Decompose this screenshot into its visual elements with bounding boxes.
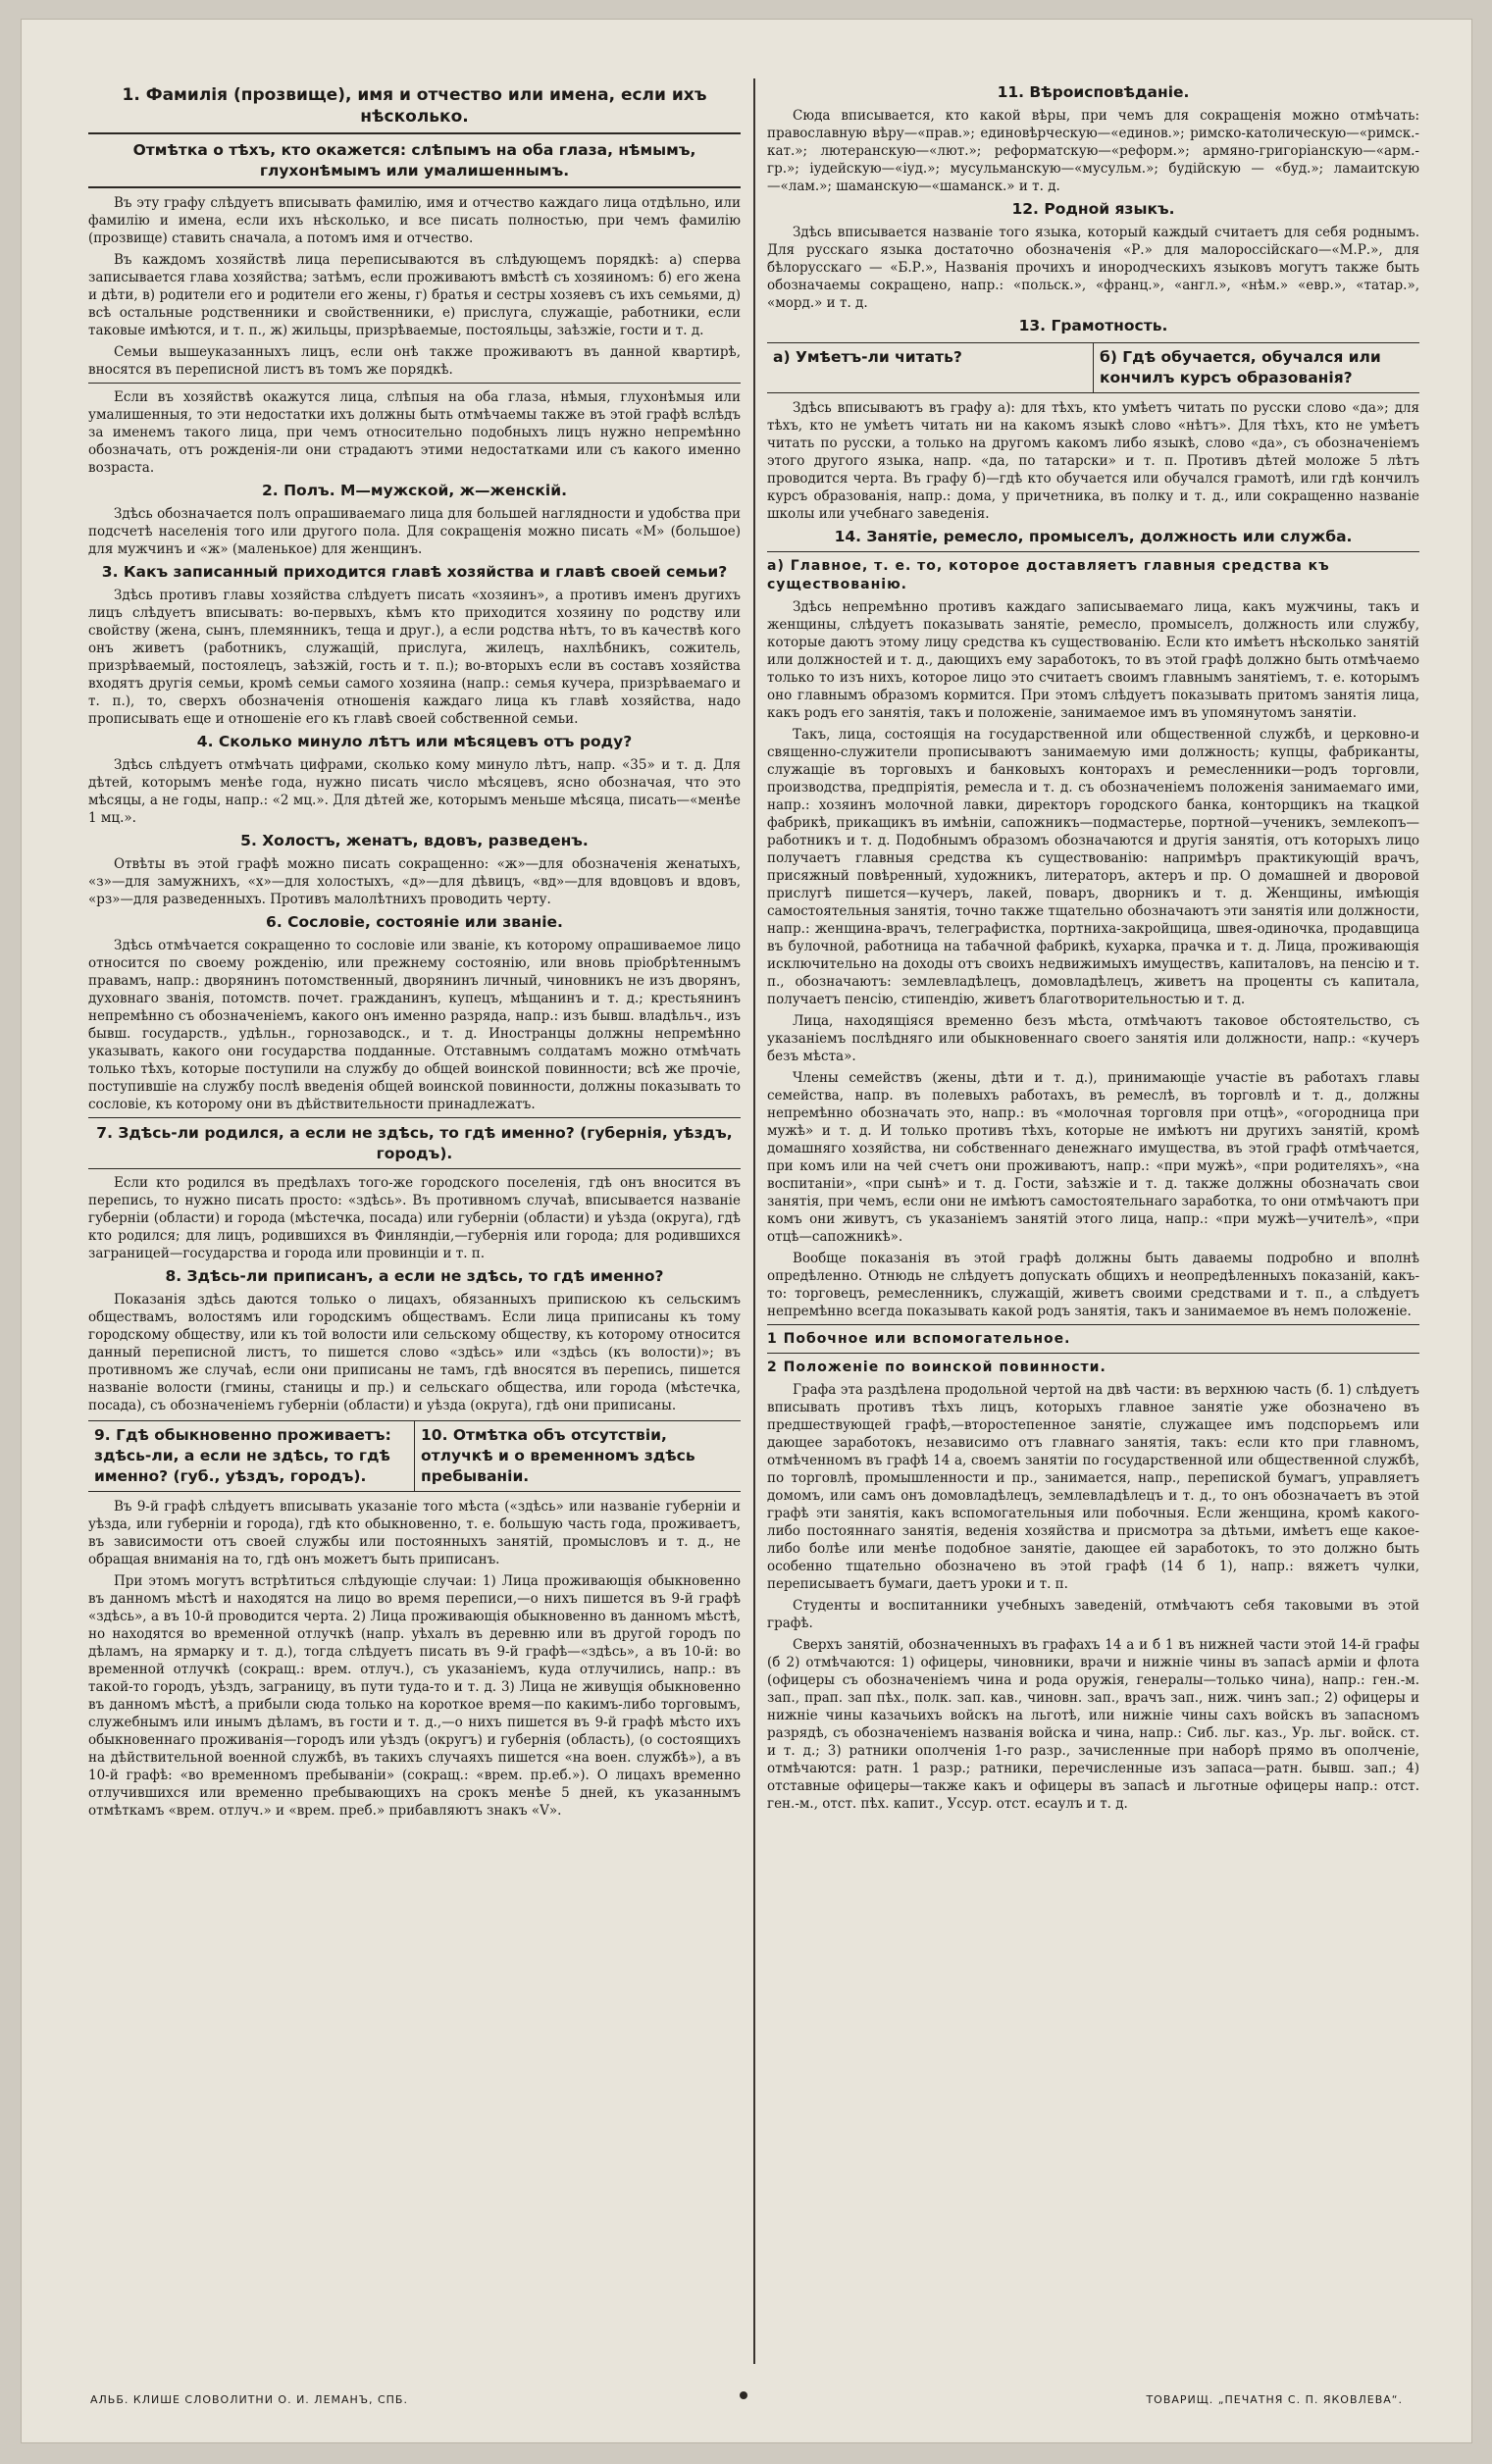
divider bbox=[88, 1117, 741, 1118]
divider bbox=[767, 1353, 1419, 1354]
section-1-title: 1. Фамилія (прозвище), имя и отчество или имена, если ихъ нѣсколько. bbox=[122, 85, 707, 127]
section-7-paragraph: Если кто родился въ предѣлахъ того-же городского поселенія, гдѣ онъ вносится въ перепись, то нужно писать просто: «здѣсь». Въ противномъ случаѣ, вписывается названіе губерніи (области) и города (мѣстечка, посада) или губерніи (области) и уѣзда (округа), гдѣ кто родился; для лицъ, родившихся въ Финляндіи,—губернія или города; для родившихся заграницей—государства и города или провинціи и т. п. bbox=[88, 1175, 741, 1261]
left-column bbox=[88, 78, 741, 2374]
section-6-paragraph: Здѣсь отмѣчается сокращенно то сословіе или званіе, къ которому опрашиваемое лицо относится по своему рожденію, или прежнему состоянію, или вновь пріобрѣтеннымъ правамъ, напр.: дворянинъ потомственный, дворянинъ личный, чиновникъ не изъ дворянъ, духовнаго званія, потомств. почет. гражданинъ, купецъ, мѣщанинъ и т. д.; крестьянинъ непремѣнно съ обозначеніемъ, какого онъ именно разряда, напр.: изъ бывш. владѣльч., изъ бывш. государств., удѣльн., горнозаводск., и т. д. Иностранцы должны непремѣнно указывать, какого они государства подданные. Отставнымъ солдатамъ можно отмѣчать только тѣхъ, которые поступили на службу до общей воинской повинности; всѣ же прочіе, поступившіе на службу послѣ введенія общей воинской повинности, должны показывать то сословіе, къ которому они въ дѣйствительности принадлежатъ. bbox=[88, 938, 741, 1112]
section-14a-subtitle: а) Главное, т. е. то, которое доставляетъ главныя средства къ существованію. bbox=[767, 558, 1330, 592]
census-instruction-sheet bbox=[22, 20, 1471, 2442]
divider bbox=[88, 1168, 741, 1169]
section-14b1-subtitle: 1 Побочное или вспомогательное. bbox=[767, 1331, 1071, 1347]
section-14-title: 14. Занятіе, ремесло, промыселъ, должность или служба. bbox=[834, 528, 1353, 545]
section-11-title: 11. Вѣроисповѣданіе. bbox=[997, 83, 1190, 101]
section-13-title: 13. Грамотность. bbox=[1018, 317, 1168, 334]
section-12-paragraph: Здѣсь вписывается названіе того языка, который каждый считаетъ для себя роднымъ. Для русскаго языка достаточно обозначенія «Р.» для малороссійскаго—«М.Р.», для бѣлорусскаго — «Б.Р.», Названія прочихъ и инородческихъ языковъ могутъ также быть обозначаемы сокращено, напр.: «польск.», «франц.», «англ.», «нѣм.» «евр.», «татар.», «морд.» и т. д. bbox=[767, 225, 1419, 311]
section-7-title: 7. Здѣсь-ли родился, а если не здѣсь, то гдѣ именно? (губернія, уѣздъ, городъ). bbox=[96, 1124, 733, 1162]
section-1-paragraph: Въ каждомъ хозяйствѣ лица переписываются въ слѣдующемъ порядкѣ: а) сперва записывается глава хозяйства; затѣмъ, если проживаютъ вмѣстѣ съ хозяиномъ: б) его жена и дѣти, в) родители его и родители его жены, г) братья и сестры хозяевъ съ ихъ семьями, д) всѣ остальные родственники и свойственники, е) прислуга, служащіе, работники, если таковые имѣются, и т. п., ж) жильцы, призрѣваемые, постояльцы, заѣзжіе, гости и т. д. bbox=[88, 252, 741, 338]
section-13-paragraph: Здѣсь вписываютъ въ графу а): для тѣхъ, кто умѣетъ читать по русски слово «да»; для тѣхъ, кто не умѣетъ читать ни на какомъ языкѣ слово «нѣтъ». Для тѣхъ, кто не умѣетъ читать по русски, а только на другомъ какомъ либо языкѣ, слово «да», съ обозначеніемъ этого другого языка, напр. «да, по татарски» и т. п. Противъ дѣтей моложе 5 лѣтъ проводится черта. Въ графу б)—гдѣ кто обучается или обучался грамотѣ, или гдѣ кончилъ курсъ образованія, напр.: дома, у причетника, въ полку и т. д., или сокращенно названіе школы или учебнаго заведенія. bbox=[767, 400, 1419, 522]
divider bbox=[88, 383, 741, 384]
section-14-paragraph: Вообще показанія въ этой графѣ должны быть даваемы подробно и вполнѣ опредѣленно. Отнюдь не слѣдуетъ допускать общихъ и неопредѣленныхъ показаній, какъ-то: торговецъ, ремесленникъ, служащій, живетъ своими средствами и т. п., а слѣдуетъ непремѣнно всегда показывать какой родъ занятія, такъ и занимаемое въ немъ положеніе. bbox=[767, 1251, 1419, 1319]
section-3-title: 3. Какъ записанный приходится главѣ хозяйства и главѣ своей семьи? bbox=[101, 563, 728, 581]
section-10-header-cell bbox=[414, 1421, 741, 1491]
section-14-paragraph: Такъ, лица, состоящія на государственной или общественной службѣ, и церковно-и священно-служители прописываютъ занимаемую ими должность; купцы, фабриканты, служащіе въ торговыхъ и банковыхъ конторахъ и ремесленники—родъ торговли, производства, предпріятія, ремесла и т. д. съ обозначеніемъ положенія занимаемаго ими, напр.: хозяинъ молочной лавки, директоръ городского банка, конторщикъ на ткацкой фабрикѣ, прикащикъ въ имѣніи, сапожникъ—подмастерье, портной—ученикъ, землекопъ—работникъ и т. д. Подобнымъ образомъ обозначаются и другія занятія, отъ которыхъ лицо получаетъ главныя средства къ существованію: напримѣръ практикующій врачъ, присяжный повѣренный, художникъ, литераторъ, актеръ и пр. О домашней и дворовой прислугѣ пишется—кучеръ, лакей, поваръ, дворникъ и т. д. Женщины, имѣющія самостоятельныя занятія, точно также тщательно обозначаютъ эти занятія или должности, напр.: женщина-врачъ, телеграфистка, портниха-закройщица, швея-одиночка, продавщица въ булочной, работница на табачной фабрикѣ, кухарка, прачка и т. д. Лица, проживающія исключительно на доходы отъ своихъ недвижимыхъ имуществъ, капиталовъ, на пенсію и т. п., обозначаютъ: землевладѣлецъ, домовладѣлецъ, живетъ на проценты съ капитала, получаетъ пенсію, стипендію, живетъ благотворительностью и т. д. bbox=[767, 727, 1419, 1007]
section-1-paragraph: Въ эту графу слѣдуетъ вписывать фамилію, имя и отчество каждаго лица отдѣльно, или фамилію и имена, если ихъ нѣсколько, и все писать полностью, при чемъ фамилію (прозвище) ставить сначала, а потомъ имя и отчество. bbox=[88, 195, 741, 246]
section-4-title: 4. Сколько минуло лѣтъ или мѣсяцевъ отъ роду? bbox=[196, 733, 633, 750]
section-1-paragraph: Если въ хозяйствѣ окажутся лица, слѣпыя на оба глаза, нѣмыя, глухонѣмыя или умалишенныя, то эти недостатки ихъ должны быть отмѣчаемы также въ этой графѣ вслѣдъ за именемъ такого лица, при чемъ относительно подобныхъ лицъ нужно непремѣнно обозначать, отъ рожденія-ли они страдаютъ этими недостатками или съ какого именно возраста. bbox=[88, 389, 741, 476]
section-13a-title: а) Умѣетъ-ли читать? bbox=[773, 348, 962, 366]
section-2-title: 2. Полъ. М—мужской, ж—женскій. bbox=[262, 482, 567, 499]
section-14-paragraph: Здѣсь непремѣнно противъ каждаго записываемаго лица, какъ мужчины, такъ и женщины, слѣдуетъ показывать занятіе, ремесло, промыселъ, должность или службу, которые даютъ этому лицу средства къ существованію. Если кто имѣетъ нѣсколько занятій или должностей и т. д., дающихъ ему заработокъ, то въ этой графѣ должно быть отмѣчаемо только то изъ нихъ, которое лицо это считаетъ своимъ главнымъ занятіемъ, т. е. которымъ оно главнымъ образомъ кормится. При этомъ слѣдуетъ показывать притомъ занятія лица, какъ родъ его занятія, такъ и положеніе, занимаемое имъ въ упомянутомъ занятіи. bbox=[767, 599, 1419, 721]
divider bbox=[767, 551, 1419, 552]
section-1-paragraph: Семьи вышеуказанныхъ лицъ, если онѣ также проживаютъ въ данной квартирѣ, вносятся въ переписной листъ въ томъ же порядкѣ. bbox=[88, 344, 741, 378]
section-14-paragraph: Лица, находящіяся временно безъ мѣста, отмѣчаютъ таковое обстоятельство, съ указаніемъ послѣдняго или обыкновеннаго своего занятія или должности, напр.: «кучеръ безъ мѣста». bbox=[767, 1013, 1419, 1064]
bullet-dot-icon bbox=[740, 2391, 747, 2399]
column-divider bbox=[753, 78, 755, 2364]
imprint-left: АЛЬБ. КЛИШЕ СЛОВОЛИТНИ О. И. ЛЕМАНЪ, СПБ. bbox=[90, 2393, 408, 2406]
section-9-paragraph: Въ 9-й графѣ слѣдуетъ вписывать указаніе того мѣста («здѣсь» или названіе губерніи и уѣзда, или губерніи и города), гдѣ кто обыкновенно, т. е. большую часть года, проживаетъ, въ зависимости отъ своей службы или постоянныхъ занятій, промысловъ и т. д., не обращая вниманія на то, гдѣ онъ можетъ быть приписанъ. bbox=[88, 1499, 741, 1567]
section-1-subtitle: Отмѣтка о тѣхъ, кто окажется: слѣпымъ на оба глаза, нѣмымъ, глухонѣмымъ или умалишеннымъ. bbox=[132, 141, 696, 180]
section-4-paragraph: Здѣсь слѣдуетъ отмѣчать цифрами, сколько кому минуло лѣтъ, напр. «35» и т. д. Для дѣтей, которымъ менѣе года, нужно писать число мѣсяцевъ, ясно обозначая, что это мѣсяцы, а не годы, напр.: «2 мц.». Для дѣтей же, которымъ меньше мѣсяца, писать—«менѣе 1 мц.». bbox=[88, 757, 741, 826]
section-6-title: 6. Сословіе, состояніе или званіе. bbox=[266, 913, 563, 931]
section-14b2-subtitle: 2 Положеніе по воинской повинности. bbox=[767, 1360, 1106, 1375]
divider bbox=[88, 186, 741, 188]
sections-9-10-header bbox=[88, 1420, 741, 1492]
section-13-header bbox=[767, 342, 1419, 393]
section-13b-title: б) Гдѣ обучается, обучался или кончилъ курсъ образованія? bbox=[1100, 348, 1381, 386]
section-5-title: 5. Холостъ, женатъ, вдовъ, разведенъ. bbox=[240, 832, 589, 849]
section-5-paragraph: Отвѣты въ этой графѣ можно писать сокращенно: «ж»—для обозначенія женатыхъ, «з»—для замужнихъ, «х»—для холостыхъ, «д»—для дѣвицъ, «вд»—для вдовцовъ и вдовъ, «рз»—для разведенныхъ. Противъ малолѣтнихъ проводить черту. bbox=[88, 856, 741, 907]
imprint-right: ТОВАРИЩ. „ПЕЧАТНЯ С. П. ЯКОВЛЕВА“. bbox=[1146, 2393, 1403, 2406]
section-8-title: 8. Здѣсь-ли приписанъ, а если не здѣсь, то гдѣ именно? bbox=[165, 1267, 664, 1285]
section-10-title: 10. Отмѣтка объ отсутствіи, отлучкѣ и о временномъ здѣсь пребываніи. bbox=[421, 1426, 695, 1485]
section-2-paragraph: Здѣсь обозначается полъ опрашиваемаго лица для большей наглядности и удобства при подсчетѣ населенія того или другого пола. Для сокращенія можно писать «М» (большое) для мужчинъ и «ж» (маленькое) для женщинъ. bbox=[88, 506, 741, 557]
section-9-header-cell bbox=[88, 1421, 414, 1491]
right-column bbox=[767, 78, 1419, 2374]
section-14-paragraph: Графа эта раздѣлена продольной чертой на двѣ части: въ верхнюю часть (б. 1) слѣдуетъ вписывать противъ тѣхъ лицъ, которыхъ главное занятіе уже обозначено въ предшествующей графѣ,—второстепенное занятіе, служащее имъ подспорьемъ или дающее заработокъ, независимо отъ главнаго занятія, такъ: если кто при главномъ, отмѣченномъ въ графѣ 14 а, своемъ занятіи по государственной или общественной службѣ, по торговлѣ, промышленности и пр., занимается, напр., перепиской бумагъ, управляетъ домомъ, или самъ онъ домовладѣлецъ, землевладѣлецъ и т. д., то онъ обозначаетъ въ этой графѣ эти занятія, какъ вспомогательныя или побочныя. Если женщина, кромѣ какого-либо постояннаго занятія, веденія хозяйства и присмотра за дѣтьми, имѣетъ еще какое-либо болѣе или менѣе подобное занятіе, дающее ей заработокъ, то это должно быть особенно тщательно обозначено въ этой графѣ (14 б 1), напр.: вяжетъ чулки, переписываетъ бумаги, даетъ уроки и т. п. bbox=[767, 1382, 1419, 1592]
section-14-paragraph: Члены семействъ (жены, дѣти и т. д.), принимающіе участіе въ работахъ главы семейства, напр. въ полевыхъ работахъ, въ ремеслѣ, въ торговлѣ и т. д., должны непремѣнно обозначать это, напр.: въ «молочная торговля при отцѣ», «огородница при мужѣ» и т. д. И только противъ тѣхъ, которые не имѣютъ ни другихъ занятій, кромѣ домашняго хозяйства, ни собственнаго денежнаго имущества, въ этой графѣ отмѣчается, при комъ или на чей счетъ они проживаютъ, напр.: «при мужѣ», «при родителяхъ», «на воспитаніи», «при сынѣ» и т. д. Гости, заѣзжіе и т. д. также должны обозначать свои занятія, при чемъ, если они не имѣютъ самостоятельнаго заработка, то они отмѣчаютъ при комъ они живутъ, съ указаніемъ занятій этого лица, напр.: «при мужѣ—учителѣ», «при отцѣ—сапожникѣ». bbox=[767, 1070, 1419, 1245]
section-9-title: 9. Гдѣ обыкновенно проживаетъ: здѣсь-ли, а если не здѣсь, то гдѣ именно? (губ., уѣздъ, городъ). bbox=[94, 1426, 391, 1485]
section-14-paragraph: Сверхъ занятій, обозначенныхъ въ графахъ 14 а и б 1 въ нижней части этой 14-й графы (б 2) отмѣчаются: 1) офицеры, чиновники, врачи и нижніе чины въ запасѣ арміи и флота (офицеры съ обозначеніемъ чина и рода оружія, генералы—только чина), напр.: ген.-м. зап., прап. зап пѣх., полк. зап. кав., чиновн. зап., врачъ зап., ниж. чинъ зап.; 2) офицеры и нижніе чины казачьихъ войскъ на льготѣ, или нижніе чины сахъ войскъ въ запасномъ разрядѣ, съ обозначеніемъ названія войска и чина, напр.: Сиб. льг. каз., Ур. льг. войск. ст. и т. д.; 3) ратники ополченія 1-го разр., зачисленные при наборѣ прямо въ ополченіе, отмѣчаются: ратн. 1 разр.; ратники, перечисленные изъ запаса—ратн. бывш. зап.; 4) отставные офицеры—также какъ и офицеры въ запасѣ и льготные офицеры напр.: отст. ген.-м., отст. пѣх. капит., Уссур. отст. есаулъ и т. д. bbox=[767, 1637, 1419, 1812]
section-13a-cell bbox=[767, 343, 1093, 392]
section-8-paragraph: Показанія здѣсь даются только о лицахъ, обязанныхъ припискою къ сельскимъ обществамъ, волостямъ или городскимъ обществамъ. Если лица приписаны къ тому городскому обществу, или къ той волости или сельскому обществу, къ которому относится данный переписной листъ, то пишется слово «здѣсь» или «здѣсь (къ волости)»; въ противномъ же случаѣ, если они приписаны не тамъ, гдѣ вносятся въ перепись, пишется названіе волости (гмины, станицы и пр.) и сельскаго общества, или города (мѣстечка, посада), съ обозначеніемъ губерніи (области) и уѣзда (округа), гдѣ они приписаны. bbox=[88, 1292, 741, 1413]
section-12-title: 12. Родной языкъ. bbox=[1011, 200, 1175, 218]
section-11-paragraph: Сюда вписывается, кто какой вѣры, при чемъ для сокращенія можно отмѣчать: православную вѣру—«прав.»; единовѣрческую—«единов.»; римско-католическую—«римск.-кат.»; лютеранскую—«лют.»; реформатскую—«реформ.»; армяно-григоріанскую—«арм.-гр.»; іудейскую—«іуд.»; мусульманскую—«мусульм.»; будійскую — «буд.»; ламаитскую—«лам.»; шаманскую—«шаманск.» и т. д. bbox=[767, 108, 1419, 194]
divider bbox=[88, 132, 741, 134]
section-3-paragraph: Здѣсь противъ главы хозяйства слѣдуетъ писать «хозяинъ», а противъ именъ другихъ лицъ слѣдуетъ вписывать: во-первыхъ, кѣмъ кто приходится хозяину по родству или свойству (жена, сынъ, племянникъ, теща и друг.), а если родства нѣтъ, то въ качествѣ кого онъ живетъ (работникъ, служащій, прислуга, жилецъ, нахлѣбникъ, сожитель, призрѣваемый, постоялецъ, заѣзжій, гость и т. п.); во-вторыхъ если въ составъ хозяйства входятъ другія семьи, кромѣ семьи самого хозяина (напр.: семья кучера, призрѣваемаго и т. п.), то, сверхъ обозначенія отношенія каждаго лица къ главѣ хозяйства, надо прописывать еще и отношеніе его къ главѣ своей собственной семьи. bbox=[88, 588, 741, 727]
section-13b-cell bbox=[1093, 343, 1419, 392]
section-14-paragraph: Студенты и воспитанники учебныхъ заведеній, отмѣчаютъ себя таковыми въ этой графѣ. bbox=[767, 1598, 1419, 1631]
divider bbox=[767, 1324, 1419, 1325]
section-9-paragraph: При этомъ могутъ встрѣтиться слѣдующіе случаи: 1) Лица проживающія обыкновенно въ данномъ мѣстѣ и находятся на лицо во время переписи,—о нихъ пишется въ 9-й графѣ «здѣсь», а въ 10-й проводится черта. 2) Лица проживающія обыкновенно въ данномъ мѣстѣ, но находятся во временной отлучкѣ (напр. уѣхалъ въ деревню или въ другой городъ по дѣламъ, на ярмарку и т. д.), тогда слѣдуетъ писать въ 9-й графѣ—«здѣсь», а въ 10-й: во временной отлучкѣ (сокращ.: врем. отлуч.), съ указаніемъ, куда отлучились, напр.: въ такой-то городъ, уѣздъ, заграницу, въ пути туда-то и т. д. 3) Лица не живущія обыкновенно въ данномъ мѣстѣ, а прибыли сюда только на короткое время—по какимъ-либо торговымъ, служебнымъ или инымъ дѣламъ, въ гости и т. д.,—о нихъ пишется въ 9-й графѣ мѣсто ихъ обыкновеннаго проживанія—городъ или уѣздъ (округъ) и губернія (область), (о состоящихъ на дѣйствительной военной службѣ, въ такихъ случаяхъ пишется «на воен. службѣ»), а въ 10-й графѣ: «во временномъ пребываніи» (сокращ.: «врем. пр.еб.»). О лицахъ временно отлучившихся или временно пребывающихъ на срокъ менѣе 5 дней, къ указаннымъ отмѣткамъ «врем. отлуч.» и «врем. преб.» прибавляютъ знакъ «V». bbox=[88, 1573, 741, 1819]
